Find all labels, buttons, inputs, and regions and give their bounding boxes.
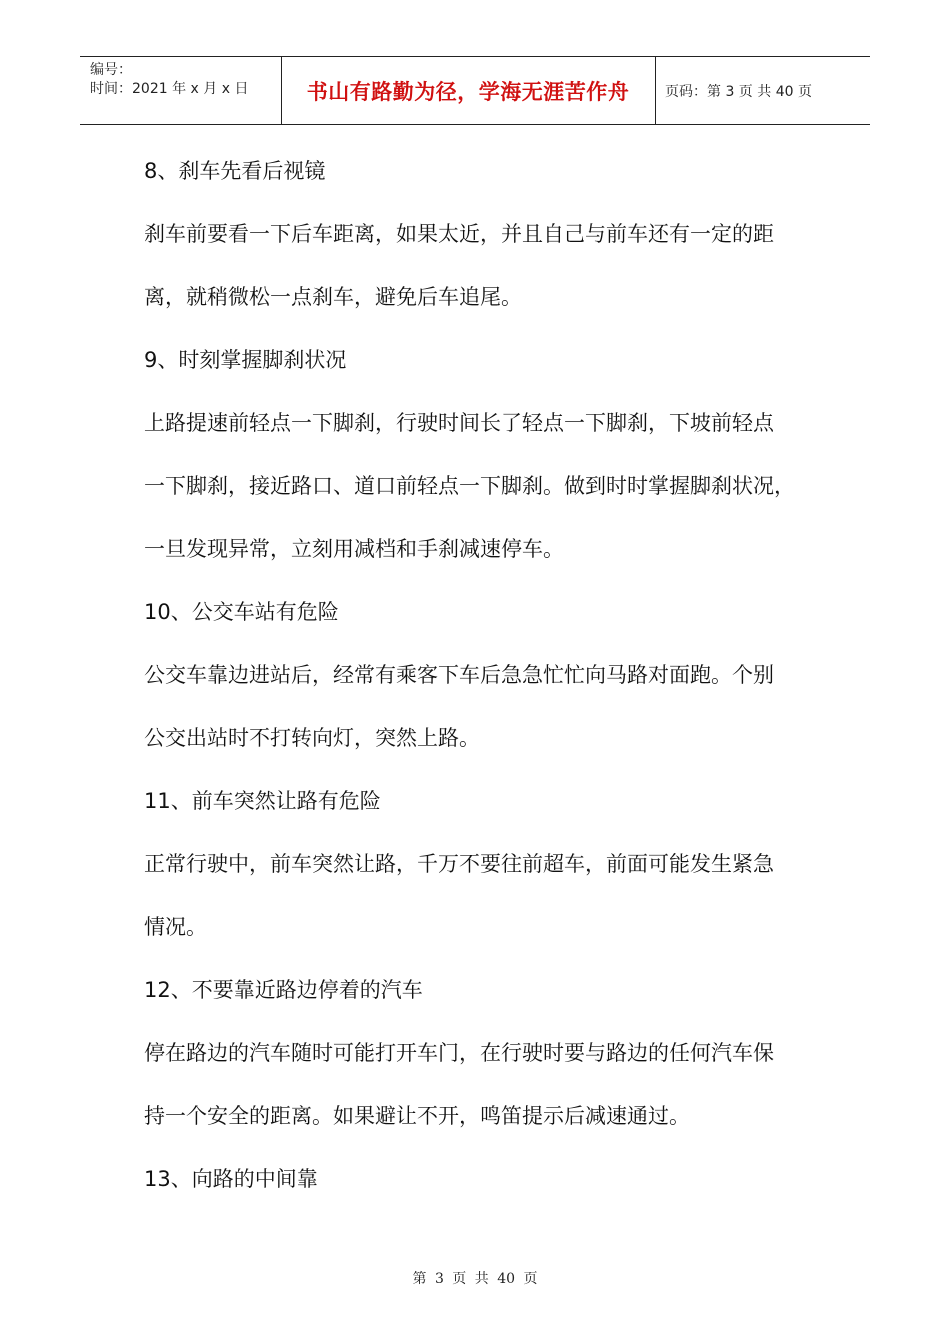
paragraph-line: 持一个安全的距离。如果避让不开，鸣笛提示后减速通过。 — [144, 1104, 690, 1128]
document-number-label: 编号： — [90, 62, 132, 78]
section-heading-8: 8、刹车先看后视镜 — [144, 159, 326, 183]
section-heading-9: 9、时刻掌握脚刹状况 — [144, 348, 347, 372]
paragraph-line: 停在路边的汽车随时可能打开车门，在行驶时要与路边的任何汽车保 — [144, 1041, 774, 1065]
document-date-label: 时间：2021 年 x 月 x 日 — [90, 81, 249, 97]
header-meta — [90, 61, 248, 99]
section-heading-13: 13、向路的中间靠 — [144, 1167, 318, 1191]
section-heading-11: 11、前车突然让路有危险 — [144, 789, 381, 813]
paragraph-line: 公交出站时不打转向灯，突然上路。 — [144, 726, 480, 750]
document-body — [144, 140, 824, 1211]
page-footer: 第 3 页 共 40 页 — [412, 1271, 538, 1287]
paragraph-line: 离，就稍微松一点刹车，避免后车追尾。 — [144, 285, 522, 309]
section-heading-12: 12、不要靠近路边停着的汽车 — [144, 978, 423, 1002]
document-header — [80, 56, 870, 125]
paragraph-line: 一旦发现异常，立刻用减档和手刹减速停车。 — [144, 537, 564, 561]
paragraph-line: 一下脚刹，接近路口、道口前轻点一下脚刹。做到时时掌握脚刹状况， — [144, 474, 795, 498]
paragraph-line: 情况。 — [144, 915, 207, 939]
paragraph-line: 公交车靠边进站后，经常有乘客下车后急急忙忙向马路对面跑。个别 — [144, 663, 774, 687]
paragraph-line: 正常行驶中，前车突然让路，千万不要往前超车，前面可能发生紧急 — [144, 852, 774, 876]
header-page-info: 页码：第 3 页 共 40 页 — [665, 83, 812, 100]
header-divider-right — [655, 57, 656, 124]
paragraph-line: 刹车前要看一下后车距离，如果太近，并且自己与前车还有一定的距 — [144, 222, 774, 246]
section-heading-10: 10、公交车站有危险 — [144, 600, 339, 624]
paragraph-line: 上路提速前轻点一下脚刹，行驶时间长了轻点一下脚刹，下坡前轻点 — [144, 411, 774, 435]
header-motto: 书山有路勤为径，学海无涯苦作舟 — [306, 79, 630, 104]
